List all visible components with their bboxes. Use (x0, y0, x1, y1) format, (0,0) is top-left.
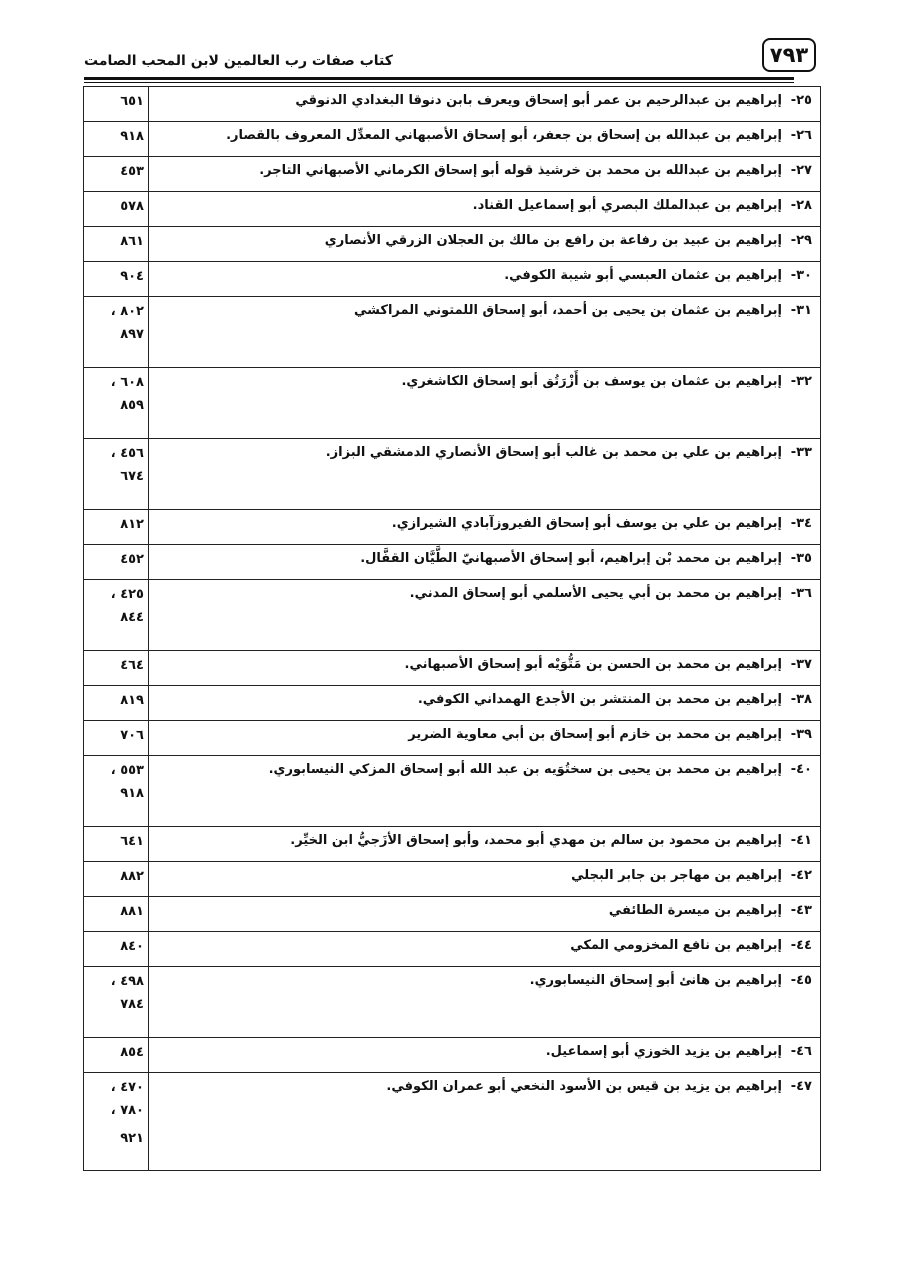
entry-number: ٤٦- (790, 1044, 812, 1059)
entry-name: إبراهيم بن محمد بْن إبراهيم، أبو إسحاق الأصبهانيّ الطَّيَّان القفَّال. (360, 551, 782, 566)
entry-number: ٣٥- (790, 551, 812, 566)
page-reference: ٧٨٠ ، (110, 1103, 144, 1118)
page-reference: ٧٨٤ (120, 997, 144, 1012)
table-row (84, 439, 821, 510)
table-row (84, 756, 821, 827)
pages-cell (84, 510, 149, 545)
page-reference: ٨٠٢ ، (110, 304, 144, 319)
entry-number: ٣٢- (790, 374, 812, 389)
page-reference: ٨٦١ (120, 234, 144, 249)
entry-name: إبراهيم بن عثمان العبسي أبو شيبة الكوفي. (504, 268, 782, 283)
page-reference: ٩٠٤ (120, 269, 144, 284)
pages-cell (84, 580, 149, 651)
entry-cell (149, 932, 821, 967)
page-reference: ٨٤٠ (120, 939, 144, 954)
table-row (84, 932, 821, 967)
entry-cell (149, 651, 821, 686)
page-reference: ٨٥٤ (120, 1045, 144, 1060)
pages-cell (84, 1038, 149, 1073)
page-number: ٧٩٣ (762, 38, 816, 72)
page-header (84, 38, 816, 76)
entry-number: ٣٨- (790, 692, 812, 707)
table-row (84, 1073, 821, 1171)
pages-cell (84, 227, 149, 262)
book-title: كتاب صفات رب العالمين لابن المحب الصامت (84, 53, 393, 69)
entry-name: إبراهيم بن علي بن يوسف أبو إسحاق الفيروزآبادي الشيرازي. (391, 516, 782, 531)
pages-cell (84, 157, 149, 192)
table-row (84, 580, 821, 651)
table-row (84, 122, 821, 157)
table-row (84, 897, 821, 932)
page-reference: ٦٥١ (120, 94, 144, 109)
entry-number: ٣١- (790, 303, 812, 318)
pages-cell (84, 862, 149, 897)
entry-cell (149, 897, 821, 932)
entry-number: ٢٧- (790, 163, 812, 178)
entry-cell (149, 157, 821, 192)
entry-number: ٤٢- (790, 868, 812, 883)
page-reference: ٦٧٤ (120, 469, 144, 484)
page-reference: ٨٨١ (120, 904, 144, 919)
entry-number: ٣٠- (790, 268, 812, 283)
table-row (84, 1038, 821, 1073)
table-row (84, 262, 821, 297)
table-row (84, 545, 821, 580)
pages-cell (84, 827, 149, 862)
page-reference: ٤٩٨ ، (110, 974, 144, 989)
page-reference: ٩١٨ (120, 129, 144, 144)
table-row (84, 967, 821, 1038)
page-reference: ٩١٨ (120, 786, 144, 801)
entry-number: ٤١- (790, 833, 812, 848)
page-reference: ٩٢١ (120, 1131, 144, 1146)
page-reference: ٦٤١ (120, 834, 144, 849)
table-row (84, 87, 821, 122)
entry-name: إبراهيم بن نافع المخزومي المكي (570, 938, 782, 953)
table-row (84, 686, 821, 721)
page-reference: ٨٨٢ (120, 869, 144, 884)
entry-name: إبراهيم بن عثمان بن يوسف بن أَزْرَتُق أبو إسحاق الكاشغري. (401, 374, 782, 389)
pages-cell (84, 297, 149, 368)
entry-name: إبراهيم بن مهاجر بن جابر البجلي (571, 868, 782, 883)
page-reference: ٤٧٠ ، (110, 1080, 144, 1095)
entry-number: ٣٩- (790, 727, 812, 742)
entry-cell (149, 1073, 821, 1171)
entry-number: ٢٩- (790, 233, 812, 248)
pages-cell (84, 545, 149, 580)
entry-name: إبراهيم بن عبدالرحيم بن عمر أبو إسحاق ويعرف بابن دنوقا البغدادي الدنوقي (295, 93, 782, 108)
page-reference: ٦٠٨ ، (110, 375, 144, 390)
entry-number: ٣٣- (790, 445, 812, 460)
pages-cell (84, 368, 149, 439)
table-row (84, 368, 821, 439)
pages-cell (84, 932, 149, 967)
entry-number: ٤٤- (790, 938, 812, 953)
entry-cell (149, 122, 821, 157)
pages-cell (84, 192, 149, 227)
entry-number: ٤٧- (790, 1079, 812, 1094)
pages-cell (84, 967, 149, 1038)
entry-cell (149, 756, 821, 827)
pages-cell (84, 122, 149, 157)
entry-number: ٢٦- (790, 128, 812, 143)
entry-name: إبراهيم بن محمد بن الحسن بن مَتُّوَيْه أبو إسحاق الأصبهاني. (404, 657, 782, 672)
entry-cell (149, 862, 821, 897)
entry-name: إبراهيم بن عبدالله بن محمد بن خرشيذ قوله أبو إسحاق الكرماني الأصبهاني التاجر. (259, 163, 782, 178)
header-rule (84, 77, 794, 80)
table-row (84, 297, 821, 368)
page-reference: ٤٥٢ (120, 552, 144, 567)
page-reference: ٥٧٨ (120, 199, 144, 214)
entry-cell (149, 967, 821, 1038)
entry-number: ٣٧- (790, 657, 812, 672)
entry-cell (149, 510, 821, 545)
table-row (84, 862, 821, 897)
entry-name: إبراهيم بن يزيد بن قيس بن الأسود النخعي أبو عمران الكوفي. (386, 1079, 782, 1094)
entry-cell (149, 262, 821, 297)
pages-cell (84, 439, 149, 510)
page-reference: ٤٥٣ (120, 164, 144, 179)
table-row (84, 227, 821, 262)
pages-cell (84, 1073, 149, 1171)
entry-name: إبراهيم بن محمد بن أبي يحيى الأسلمي أبو إسحاق المدني. (409, 586, 782, 601)
entry-name: إبراهيم بن ميسرة الطائفي (608, 903, 782, 918)
entry-name: إبراهيم بن عبدالملك البصري أبو إسماعيل القناد. (472, 198, 782, 213)
page-reference: ٨٩٧ (120, 327, 144, 342)
pages-cell (84, 686, 149, 721)
table-row (84, 651, 821, 686)
entry-name: إبراهيم بن يزيد الخوزي أبو إسماعيل. (545, 1044, 782, 1059)
entry-cell (149, 192, 821, 227)
entry-number: ٤٥- (790, 973, 812, 988)
entry-cell (149, 439, 821, 510)
page-reference: ٧٠٦ (120, 728, 144, 743)
entry-cell (149, 580, 821, 651)
entry-name: إبراهيم بن عبيد بن رفاعة بن رافع بن مالك بن العجلان الزرقي الأنصاري (324, 233, 782, 248)
entry-number: ٤٠- (790, 762, 812, 777)
page-reference: ٤٥٦ ، (110, 446, 144, 461)
entry-number: ٣٦- (790, 586, 812, 601)
entry-cell (149, 545, 821, 580)
pages-cell (84, 721, 149, 756)
pages-cell (84, 756, 149, 827)
pages-cell (84, 897, 149, 932)
table-row (84, 510, 821, 545)
entry-number: ٣٤- (790, 516, 812, 531)
entry-name: إبراهيم بن هانئ أبو إسحاق النيسابوري. (529, 973, 782, 988)
entry-name: إبراهيم بن علي بن محمد بن غالب أبو إسحاق الأنصاري الدمشقي البزاز. (325, 445, 782, 460)
entry-name: إبراهيم بن محمود بن سالم بن مهدي أبو محمد، وأبو إسحاق الأزَجيُّ ابن الخيِّر. (290, 833, 782, 848)
entry-cell (149, 827, 821, 862)
table-row (84, 192, 821, 227)
page-reference: ٤٦٤ (120, 658, 144, 673)
entry-name: إبراهيم بن محمد بن يحيى بن سختُوَيه بن عبد الله أبو إسحاق المزكي النيسابوري. (268, 762, 782, 777)
entry-cell (149, 227, 821, 262)
pages-cell (84, 651, 149, 686)
header-rule-thin (84, 82, 794, 83)
entry-name: إبراهيم بن محمد بن المنتشر بن الأجدع الهمداني الكوفي. (417, 692, 782, 707)
page-reference: ٨١٩ (120, 693, 144, 708)
entry-cell (149, 721, 821, 756)
entry-cell (149, 297, 821, 368)
entry-name: إبراهيم بن عثمان بن يحيى بن أحمد، أبو إسحاق اللمتوني المراكشي (354, 303, 782, 318)
page-reference: ٨٥٩ (120, 398, 144, 413)
entry-cell (149, 686, 821, 721)
entry-number: ٢٨- (790, 198, 812, 213)
entry-name: إبراهيم بن عبدالله بن إسحاق بن جعفر، أبو إسحاق الأصبهاني المعدِّل المعروف بالقصار. (226, 128, 782, 143)
table-row (84, 721, 821, 756)
entry-cell (149, 368, 821, 439)
table-row (84, 157, 821, 192)
entry-number: ٢٥- (790, 93, 812, 108)
pages-cell (84, 262, 149, 297)
page-reference: ٤٢٥ ، (110, 587, 144, 602)
table-row (84, 827, 821, 862)
page-reference: ٨٤٤ (120, 610, 144, 625)
entry-cell (149, 1038, 821, 1073)
entry-cell (149, 87, 821, 122)
entry-number: ٤٣- (790, 903, 812, 918)
page-reference: ٨١٢ (120, 517, 144, 532)
index-table (83, 86, 821, 1171)
page-reference: ٥٥٣ ، (110, 763, 144, 778)
pages-cell (84, 87, 149, 122)
entry-name: إبراهيم بن محمد بن خازم أبو إسحاق بن أبي معاوية الضرير (408, 727, 782, 742)
